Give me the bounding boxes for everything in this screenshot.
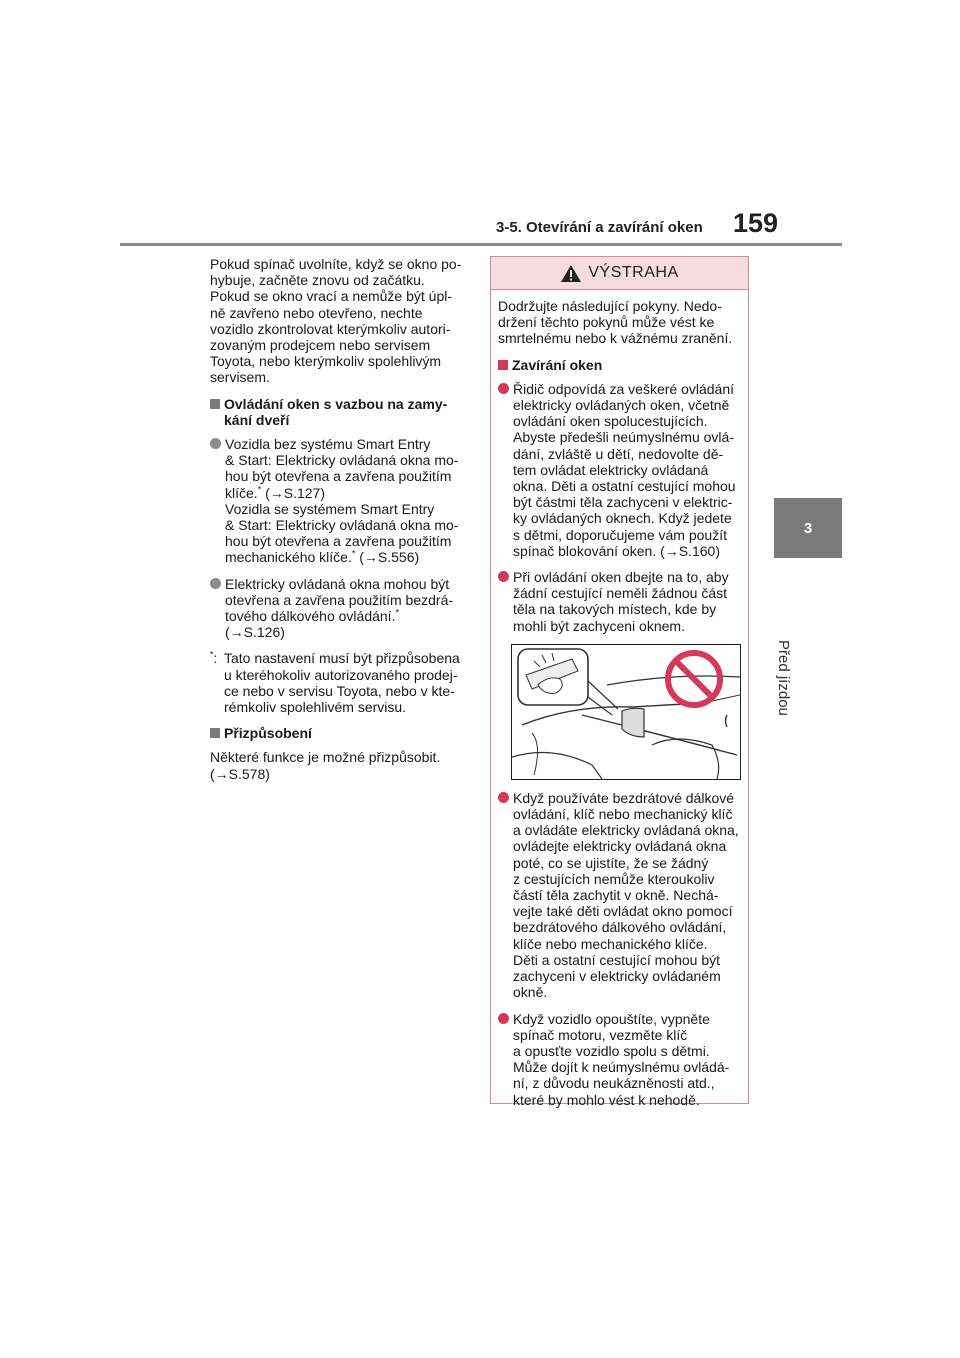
list-item: Při ovládání oken dbejte na to, aby žádní cestující neměli žádnou část těla na takových místech, kde by mohli být zachyceni oknem. — [498, 569, 741, 634]
page-reference-link[interactable]: (→S.127) — [261, 484, 326, 501]
section-heading-customization: Přizpůsobení — [210, 725, 472, 741]
list-item: Elektricky ovládaná okna mohou být otevřena a zavřena použitím bezdrá- tového dálkového ovládání.* (→S.126) — [210, 576, 472, 641]
header-title: 3-5. Otevírání a zavírání oken — [496, 219, 703, 236]
car-window-illustration — [512, 645, 740, 779]
intro-paragraph: Pokud spínač uvolníte, když se okno po- hybuje, začněte znovu od začátku. Pokud se okno vrací a nemůže být úpl- ně zavřeno nebo otevřeno, nechte vozidlo zkontrolovat kterýmkoliv autori- zovaným prodejcem nebo servisem Toyota, nebo kterýmkoliv spolehlivým servisem. — [210, 256, 462, 386]
page-number: 159 — [733, 208, 779, 238]
warning-title: VÝSTRAHA — [588, 264, 679, 281]
warning-header — [491, 257, 748, 290]
round-bullet-icon — [210, 438, 221, 449]
warning-section-heading: Zavírání oken — [498, 357, 741, 373]
square-bullet-icon — [210, 728, 220, 738]
chapter-tab[interactable] — [774, 498, 842, 558]
warning-intro: Dodržujte následující pokyny. Nedo- držení těchto pokynů může vést ke smrtelnému nebo k vážnému zranění. — [498, 298, 733, 347]
warning-body — [491, 290, 748, 1108]
round-bullet-icon — [498, 571, 509, 582]
left-column — [210, 256, 472, 792]
round-bullet-icon — [498, 792, 509, 803]
window-pinch-illustration — [511, 644, 741, 780]
square-bullet-icon — [498, 360, 508, 370]
section-heading-door-lock: Ovládání oken s vazbou na zamy- kání dveří — [210, 396, 472, 428]
round-bullet-icon — [498, 1013, 509, 1024]
warning-box — [490, 256, 749, 1108]
list-item: Když používáte bezdrátové dálkové ovládání, klíč nebo mechanický klíč a ovládáte elektricky ovládaná okna, ovládejte elektricky ovládaná okna poté, co se ujistíte, že se žádný z cestujících nemůže kteroukoliv částí těla zachytit v okně. Nechá- vejte také děti ovládat okno pomocí bezdrátového dálkového ovládání, klíče nebo mechanického klíče. Děti a ostatní cestující mohou být zachyceni v elektricky ovládaném okně. — [498, 790, 741, 1001]
header-rule — [120, 243, 842, 246]
chapter-tab-label: Před jízdou — [775, 640, 792, 716]
list-item: Když vozidlo opouštíte, vypněte spínač motoru, vezměte klíč a opusťte vozidlo spolu s dětmi. Může dojít k neúmyslnému ovládá- ní, z důvodu neukázněnosti atd., které by mohlo vést k nehodě. — [498, 1011, 741, 1108]
customization-text: Některé funkce je možné přizpůsobit. (→S.578) — [210, 749, 441, 782]
list-item: Řidič odpovídá za veškeré ovládání elektricky ovládaných oken, včetně ovládání oken spolucestujících. Abyste předešli neúmyslnému ovlá- dání, zvláště u dětí, nedovolte dě- tem ovládat elektricky ovládaná okna. Děti a ostatní cestující mohou být částmi těla zachyceni v elektric- ky ovládaných oknech. Když jedete s dětmi, doporučujeme vám použít spínač blokování oken. (→S.160) — [498, 381, 741, 559]
page-reference-link[interactable]: (→S.556) — [355, 549, 420, 566]
chapter-tab-number: 3 — [803, 519, 813, 537]
list-item: Vozidla bez systému Smart Entry & Start: Elektricky ovládaná okna mo- hou být otevřena a zavřena použitím klíče.* (→S.127) Vozidla se systémem Smart Entry & Start: Elektricky ovládaná okna mo- hou být otevřena a zavřena použitím mechanického klíče.* (→S.556) — [210, 436, 472, 566]
square-bullet-icon — [210, 399, 220, 409]
round-bullet-icon — [210, 578, 221, 589]
footnote: *: Tato nastavení musí být přizpůsobena u kteréhokoliv autorizovaného prodej- ce nebo v servisu Toyota, nebo v kte- rémkoliv spolehlivém servisu. — [210, 649, 460, 716]
warning-triangle-icon — [560, 264, 582, 283]
round-bullet-icon — [498, 383, 509, 394]
page-reference-link[interactable]: (→S.126) — [225, 624, 285, 641]
